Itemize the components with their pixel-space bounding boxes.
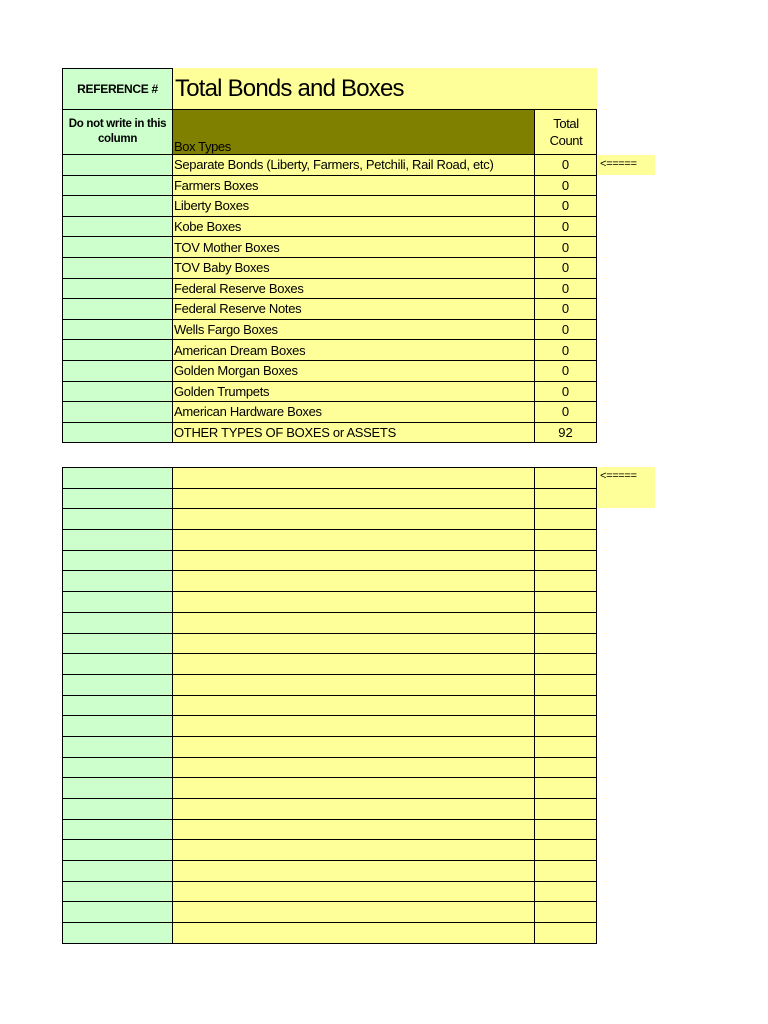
box-type-cell[interactable] bbox=[173, 592, 535, 613]
table-row bbox=[63, 299, 597, 320]
box-type-cell[interactable] bbox=[173, 550, 535, 571]
box-type-cell[interactable]: Federal Reserve Boxes bbox=[173, 278, 535, 299]
total-count-cell[interactable] bbox=[535, 902, 597, 923]
reference-cell[interactable] bbox=[63, 736, 173, 757]
total-count-cell[interactable]: 0 bbox=[535, 381, 597, 402]
total-count-cell[interactable]: 0 bbox=[535, 319, 597, 340]
box-type-cell[interactable] bbox=[173, 530, 535, 551]
reference-cell[interactable] bbox=[63, 340, 173, 361]
table-row bbox=[63, 257, 597, 278]
total-count-cell[interactable]: 0 bbox=[535, 299, 597, 320]
reference-cell[interactable] bbox=[63, 175, 173, 196]
blank-row bbox=[63, 861, 597, 882]
box-type-cell[interactable] bbox=[173, 861, 535, 882]
reference-cell[interactable] bbox=[63, 257, 173, 278]
reference-cell[interactable] bbox=[63, 799, 173, 820]
reference-cell[interactable] bbox=[63, 422, 173, 443]
total-count-cell[interactable]: 0 bbox=[535, 257, 597, 278]
total-count-cell[interactable] bbox=[535, 468, 597, 489]
reference-cell[interactable] bbox=[63, 695, 173, 716]
reference-header: REFERENCE # bbox=[63, 69, 173, 110]
reference-cell[interactable] bbox=[63, 216, 173, 237]
box-type-cell[interactable]: Kobe Boxes bbox=[173, 216, 535, 237]
box-type-cell[interactable]: Liberty Boxes bbox=[173, 196, 535, 217]
blank-row bbox=[63, 468, 597, 489]
box-type-cell[interactable] bbox=[173, 736, 535, 757]
reference-cell[interactable] bbox=[63, 757, 173, 778]
box-type-cell[interactable]: TOV Mother Boxes bbox=[173, 237, 535, 258]
summary-table-container bbox=[62, 68, 596, 443]
reference-cell[interactable] bbox=[63, 196, 173, 217]
table-row bbox=[63, 237, 597, 258]
box-type-cell[interactable] bbox=[173, 757, 535, 778]
blank-row bbox=[63, 488, 597, 509]
box-type-cell[interactable]: American Dream Boxes bbox=[173, 340, 535, 361]
box-types-header: Box Types bbox=[173, 110, 535, 155]
blank-row bbox=[63, 902, 597, 923]
total-count-cell[interactable] bbox=[535, 612, 597, 633]
total-count-cell[interactable]: 0 bbox=[535, 360, 597, 381]
blank-entry-table bbox=[62, 467, 597, 944]
blank-entry-table-container bbox=[62, 467, 596, 944]
reference-cell[interactable] bbox=[63, 840, 173, 861]
total-count-cell[interactable]: 92 bbox=[535, 422, 597, 443]
box-type-cell[interactable] bbox=[173, 881, 535, 902]
reference-cell[interactable] bbox=[63, 881, 173, 902]
table-row bbox=[63, 175, 597, 196]
total-count-cell[interactable] bbox=[535, 509, 597, 530]
blank-row bbox=[63, 530, 597, 551]
reference-cell[interactable] bbox=[63, 633, 173, 654]
total-count-cell[interactable] bbox=[535, 778, 597, 799]
box-type-cell[interactable] bbox=[173, 571, 535, 592]
box-type-cell[interactable]: American Hardware Boxes bbox=[173, 402, 535, 423]
total-count-cell[interactable]: 0 bbox=[535, 175, 597, 196]
summary-table bbox=[62, 68, 597, 443]
blank-row bbox=[63, 840, 597, 861]
total-count-cell[interactable] bbox=[535, 799, 597, 820]
table-row bbox=[63, 381, 597, 402]
total-count-cell[interactable]: 0 bbox=[535, 216, 597, 237]
total-count-cell[interactable]: 0 bbox=[535, 155, 597, 176]
page-title: Total Bonds and Boxes bbox=[173, 69, 597, 110]
total-count-cell[interactable]: 0 bbox=[535, 278, 597, 299]
total-count-cell[interactable] bbox=[535, 819, 597, 840]
reference-cell[interactable] bbox=[63, 468, 173, 489]
reference-cell[interactable] bbox=[63, 819, 173, 840]
blank-row bbox=[63, 819, 597, 840]
total-count-cell[interactable]: 0 bbox=[535, 402, 597, 423]
total-count-cell[interactable] bbox=[535, 592, 597, 613]
total-count-cell[interactable] bbox=[535, 757, 597, 778]
box-type-cell[interactable] bbox=[173, 674, 535, 695]
box-type-cell[interactable] bbox=[173, 819, 535, 840]
box-type-cell[interactable]: Wells Fargo Boxes bbox=[173, 319, 535, 340]
box-type-cell[interactable]: TOV Baby Boxes bbox=[173, 257, 535, 278]
total-count-cell[interactable] bbox=[535, 571, 597, 592]
reference-cell[interactable] bbox=[63, 402, 173, 423]
reference-cell[interactable] bbox=[63, 654, 173, 675]
total-count-cell[interactable]: 0 bbox=[535, 196, 597, 217]
reference-cell[interactable] bbox=[63, 488, 173, 509]
reference-cell[interactable] bbox=[63, 237, 173, 258]
box-type-cell[interactable]: OTHER TYPES OF BOXES or ASSETS bbox=[173, 422, 535, 443]
reference-cell[interactable] bbox=[63, 612, 173, 633]
total-count-cell[interactable] bbox=[535, 840, 597, 861]
box-type-cell[interactable] bbox=[173, 840, 535, 861]
total-count-cell[interactable]: 0 bbox=[535, 237, 597, 258]
blank-row bbox=[63, 550, 597, 571]
reference-cell[interactable] bbox=[63, 571, 173, 592]
reference-cell[interactable] bbox=[63, 319, 173, 340]
box-type-cell[interactable] bbox=[173, 716, 535, 737]
box-type-cell[interactable] bbox=[173, 923, 535, 944]
table-row bbox=[63, 319, 597, 340]
box-type-cell[interactable] bbox=[173, 488, 535, 509]
reference-cell[interactable] bbox=[63, 155, 173, 176]
box-type-cell[interactable] bbox=[173, 902, 535, 923]
total-count-cell[interactable] bbox=[535, 861, 597, 882]
table-row bbox=[63, 402, 597, 423]
box-type-cell[interactable]: Separate Bonds (Liberty, Farmers, Petchili, Rail Road, etc) bbox=[173, 155, 535, 176]
total-count-cell[interactable] bbox=[535, 530, 597, 551]
box-type-cell[interactable] bbox=[173, 468, 535, 489]
table-row bbox=[63, 155, 597, 176]
box-type-cell[interactable] bbox=[173, 799, 535, 820]
blank-row bbox=[63, 695, 597, 716]
total-count-header: Total Count bbox=[535, 110, 597, 155]
box-type-cell[interactable] bbox=[173, 633, 535, 654]
blank-row bbox=[63, 881, 597, 902]
box-type-cell[interactable]: Federal Reserve Notes bbox=[173, 299, 535, 320]
reference-cell[interactable] bbox=[63, 381, 173, 402]
reference-note: Do not write in this column bbox=[63, 110, 173, 155]
reference-cell[interactable] bbox=[63, 778, 173, 799]
total-count-cell[interactable] bbox=[535, 488, 597, 509]
reference-cell[interactable] bbox=[63, 861, 173, 882]
table-row bbox=[63, 422, 597, 443]
arrow-indicator: <===== bbox=[597, 467, 655, 508]
total-count-cell[interactable] bbox=[535, 695, 597, 716]
total-count-cell[interactable] bbox=[535, 881, 597, 902]
reference-cell[interactable] bbox=[63, 716, 173, 737]
table-row bbox=[63, 216, 597, 237]
total-count-cell[interactable] bbox=[535, 716, 597, 737]
box-type-cell[interactable]: Golden Trumpets bbox=[173, 381, 535, 402]
reference-cell[interactable] bbox=[63, 550, 173, 571]
box-type-cell[interactable]: Golden Morgan Boxes bbox=[173, 360, 535, 381]
blank-row bbox=[63, 757, 597, 778]
blank-row bbox=[63, 592, 597, 613]
total-count-cell[interactable] bbox=[535, 674, 597, 695]
reference-cell[interactable] bbox=[63, 299, 173, 320]
box-type-cell[interactable]: Farmers Boxes bbox=[173, 175, 535, 196]
total-count-cell[interactable]: 0 bbox=[535, 340, 597, 361]
reference-cell[interactable] bbox=[63, 278, 173, 299]
total-count-cell[interactable] bbox=[535, 736, 597, 757]
blank-row bbox=[63, 571, 597, 592]
reference-cell[interactable] bbox=[63, 509, 173, 530]
blank-row bbox=[63, 799, 597, 820]
total-count-cell[interactable] bbox=[535, 550, 597, 571]
box-type-cell[interactable] bbox=[173, 654, 535, 675]
table-row bbox=[63, 196, 597, 217]
total-count-cell[interactable] bbox=[535, 654, 597, 675]
table-row bbox=[63, 340, 597, 361]
blank-row bbox=[63, 633, 597, 654]
reference-cell[interactable] bbox=[63, 530, 173, 551]
reference-cell[interactable] bbox=[63, 674, 173, 695]
arrow-indicator: <===== bbox=[597, 155, 655, 175]
reference-cell[interactable] bbox=[63, 360, 173, 381]
reference-cell[interactable] bbox=[63, 902, 173, 923]
blank-row bbox=[63, 923, 597, 944]
blank-row bbox=[63, 778, 597, 799]
blank-row bbox=[63, 716, 597, 737]
total-count-cell[interactable] bbox=[535, 923, 597, 944]
blank-row bbox=[63, 654, 597, 675]
box-type-cell[interactable] bbox=[173, 695, 535, 716]
reference-cell[interactable] bbox=[63, 923, 173, 944]
reference-cell[interactable] bbox=[63, 592, 173, 613]
blank-row bbox=[63, 612, 597, 633]
box-type-cell[interactable] bbox=[173, 509, 535, 530]
box-type-cell[interactable] bbox=[173, 778, 535, 799]
blank-row bbox=[63, 509, 597, 530]
table-row bbox=[63, 360, 597, 381]
total-count-cell[interactable] bbox=[535, 633, 597, 654]
box-type-cell[interactable] bbox=[173, 612, 535, 633]
blank-row bbox=[63, 736, 597, 757]
table-row bbox=[63, 278, 597, 299]
blank-row bbox=[63, 674, 597, 695]
